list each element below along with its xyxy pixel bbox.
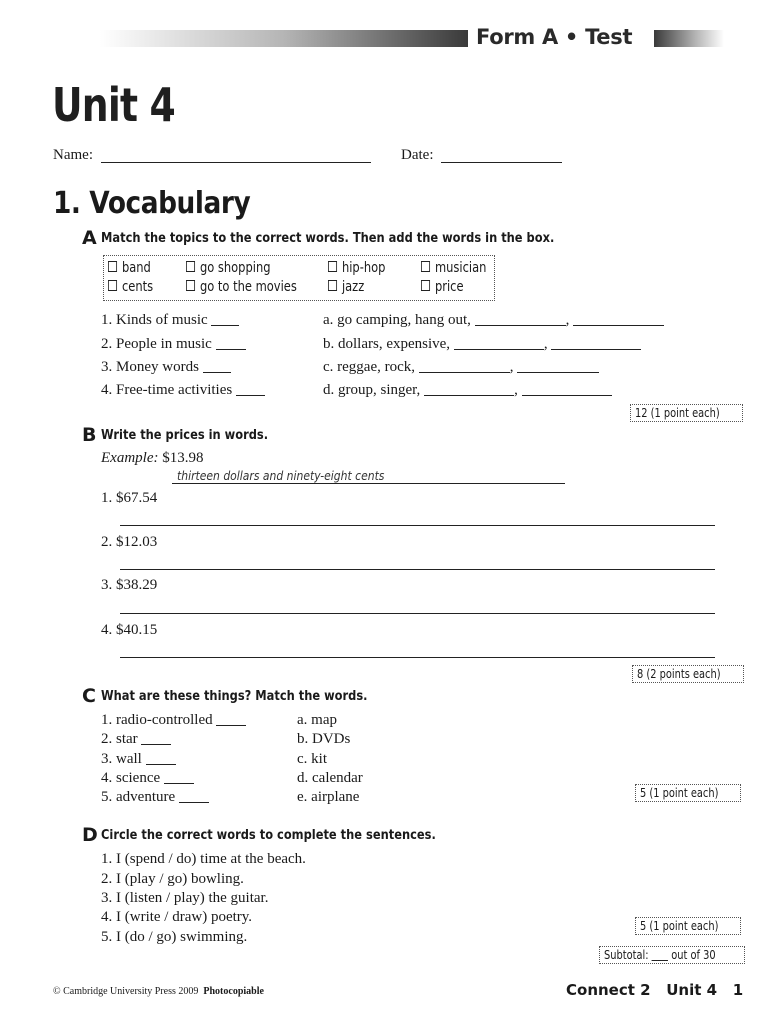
name-label: Name: bbox=[53, 147, 93, 163]
answer-blank[interactable] bbox=[216, 713, 246, 726]
footer-copyright: © Cambridge University Press 2009 Photocopiable bbox=[53, 986, 264, 997]
answer-blank[interactable] bbox=[573, 313, 664, 326]
answer-blank[interactable] bbox=[454, 337, 544, 350]
section-title: 1. Vocabulary bbox=[53, 186, 251, 221]
part-a-letter: A bbox=[82, 227, 97, 249]
answer-blank[interactable] bbox=[203, 360, 231, 373]
form-label: Form A • Test bbox=[476, 25, 633, 49]
part-a-words: d. group, singer, , bbox=[323, 382, 612, 399]
part-c-match: d. calendar bbox=[297, 770, 363, 786]
word-box-item[interactable]: go shopping bbox=[186, 260, 271, 276]
checkbox-icon bbox=[108, 261, 117, 272]
example-line: Example: $13.98 bbox=[101, 450, 204, 466]
checkbox-icon bbox=[108, 280, 117, 291]
date-label: Date: bbox=[401, 147, 434, 163]
part-c-item: 1. radio-controlled bbox=[101, 712, 246, 729]
subtotal-blank[interactable] bbox=[652, 950, 668, 961]
unit-title: Unit 4 bbox=[52, 78, 175, 132]
word-box-item[interactable]: cents bbox=[108, 279, 153, 295]
sentence-item: 2. I (play / go) bowling. bbox=[101, 871, 244, 887]
subtotal-box: Subtotal: out of 30 bbox=[599, 946, 745, 964]
answer-blank[interactable] bbox=[216, 337, 246, 350]
part-c-match: b. DVDs bbox=[297, 731, 351, 747]
part-a-words: a. go camping, hang out, , bbox=[323, 312, 664, 329]
checkbox-icon bbox=[328, 280, 337, 291]
word-box-item[interactable]: hip-hop bbox=[328, 260, 385, 276]
example-answer: thirteen dollars and ninety-eight cents bbox=[177, 469, 385, 483]
answer-blank[interactable] bbox=[236, 383, 265, 396]
checkbox-icon bbox=[186, 280, 195, 291]
part-c-instruction: What are these things? Match the words. bbox=[101, 689, 368, 704]
answer-blank[interactable] bbox=[551, 337, 641, 350]
name-field[interactable] bbox=[101, 162, 371, 163]
price-item: 2. $12.03 bbox=[101, 534, 158, 550]
word-box-item[interactable]: band bbox=[108, 260, 151, 276]
part-a-topic: 3. Money words bbox=[101, 359, 231, 376]
checkbox-icon bbox=[328, 261, 337, 272]
score-box: 5 (1 point each) bbox=[635, 784, 741, 802]
part-a-words: b. dollars, expensive, , bbox=[323, 336, 641, 353]
part-c-item: 3. wall bbox=[101, 751, 176, 768]
answer-blank[interactable] bbox=[522, 383, 612, 396]
price-item: 4. $40.15 bbox=[101, 622, 158, 638]
price-item: 3. $38.29 bbox=[101, 577, 158, 593]
word-box-item[interactable]: jazz bbox=[328, 279, 364, 295]
part-c-match: c. kit bbox=[297, 751, 327, 767]
part-a-instruction: Match the topics to the correct words. Then add the words in the box. bbox=[101, 231, 555, 246]
part-a-topic: 4. Free-time activities bbox=[101, 382, 265, 399]
header-gradient-bar-right bbox=[654, 30, 724, 47]
score-box: 12 (1 point each) bbox=[630, 404, 743, 422]
sentence-item: 3. I (listen / play) the guitar. bbox=[101, 890, 269, 906]
part-c-match: a. map bbox=[297, 712, 337, 728]
sentence-item: 4. I (write / draw) poetry. bbox=[101, 909, 253, 925]
footer-page-info: Connect 2 Unit 4 1 bbox=[566, 981, 744, 999]
header-gradient-bar-left bbox=[100, 30, 468, 47]
part-d-letter: D bbox=[82, 824, 98, 846]
price-item: 1. $67.54 bbox=[101, 490, 158, 506]
part-a-topic: 1. Kinds of music bbox=[101, 312, 239, 329]
answer-blank[interactable] bbox=[211, 313, 239, 326]
checkbox-icon bbox=[186, 261, 195, 272]
answer-blank[interactable] bbox=[141, 732, 171, 745]
answer-blank[interactable] bbox=[164, 771, 194, 784]
answer-line[interactable] bbox=[120, 569, 715, 570]
word-box-item[interactable]: musician bbox=[421, 260, 486, 276]
part-c-item: 2. star bbox=[101, 731, 171, 748]
part-c-match: e. airplane bbox=[297, 789, 360, 805]
answer-line[interactable] bbox=[120, 525, 715, 526]
answer-blank[interactable] bbox=[179, 790, 209, 803]
answer-blank[interactable] bbox=[424, 383, 514, 396]
sentence-item: 5. I (do / go) swimming. bbox=[101, 929, 248, 945]
date-field[interactable] bbox=[441, 162, 562, 163]
score-box: 8 (2 points each) bbox=[632, 665, 744, 683]
part-a-topic: 2. People in music bbox=[101, 336, 246, 353]
part-c-letter: C bbox=[82, 685, 96, 707]
part-c-item: 4. science bbox=[101, 770, 194, 787]
sentence-item: 1. I (spend / do) time at the beach. bbox=[101, 851, 306, 867]
checkbox-icon bbox=[421, 280, 430, 291]
word-box-item[interactable]: go to the movies bbox=[186, 279, 297, 295]
part-b-instruction: Write the prices in words. bbox=[101, 428, 269, 443]
part-a-words: c. reggae, rock, , bbox=[323, 359, 599, 376]
answer-blank[interactable] bbox=[146, 752, 176, 765]
part-d-instruction: Circle the correct words to complete the sentences. bbox=[101, 828, 436, 843]
part-c-item: 5. adventure bbox=[101, 789, 209, 806]
part-b-letter: B bbox=[82, 424, 97, 446]
score-box: 5 (1 point each) bbox=[635, 917, 741, 935]
answer-line[interactable] bbox=[120, 657, 715, 658]
example-answer-line bbox=[172, 483, 565, 484]
answer-blank[interactable] bbox=[419, 360, 510, 373]
checkbox-icon bbox=[421, 261, 430, 272]
word-box-item[interactable]: price bbox=[421, 279, 464, 295]
answer-blank[interactable] bbox=[475, 313, 566, 326]
answer-blank[interactable] bbox=[517, 360, 599, 373]
answer-line[interactable] bbox=[120, 613, 715, 614]
